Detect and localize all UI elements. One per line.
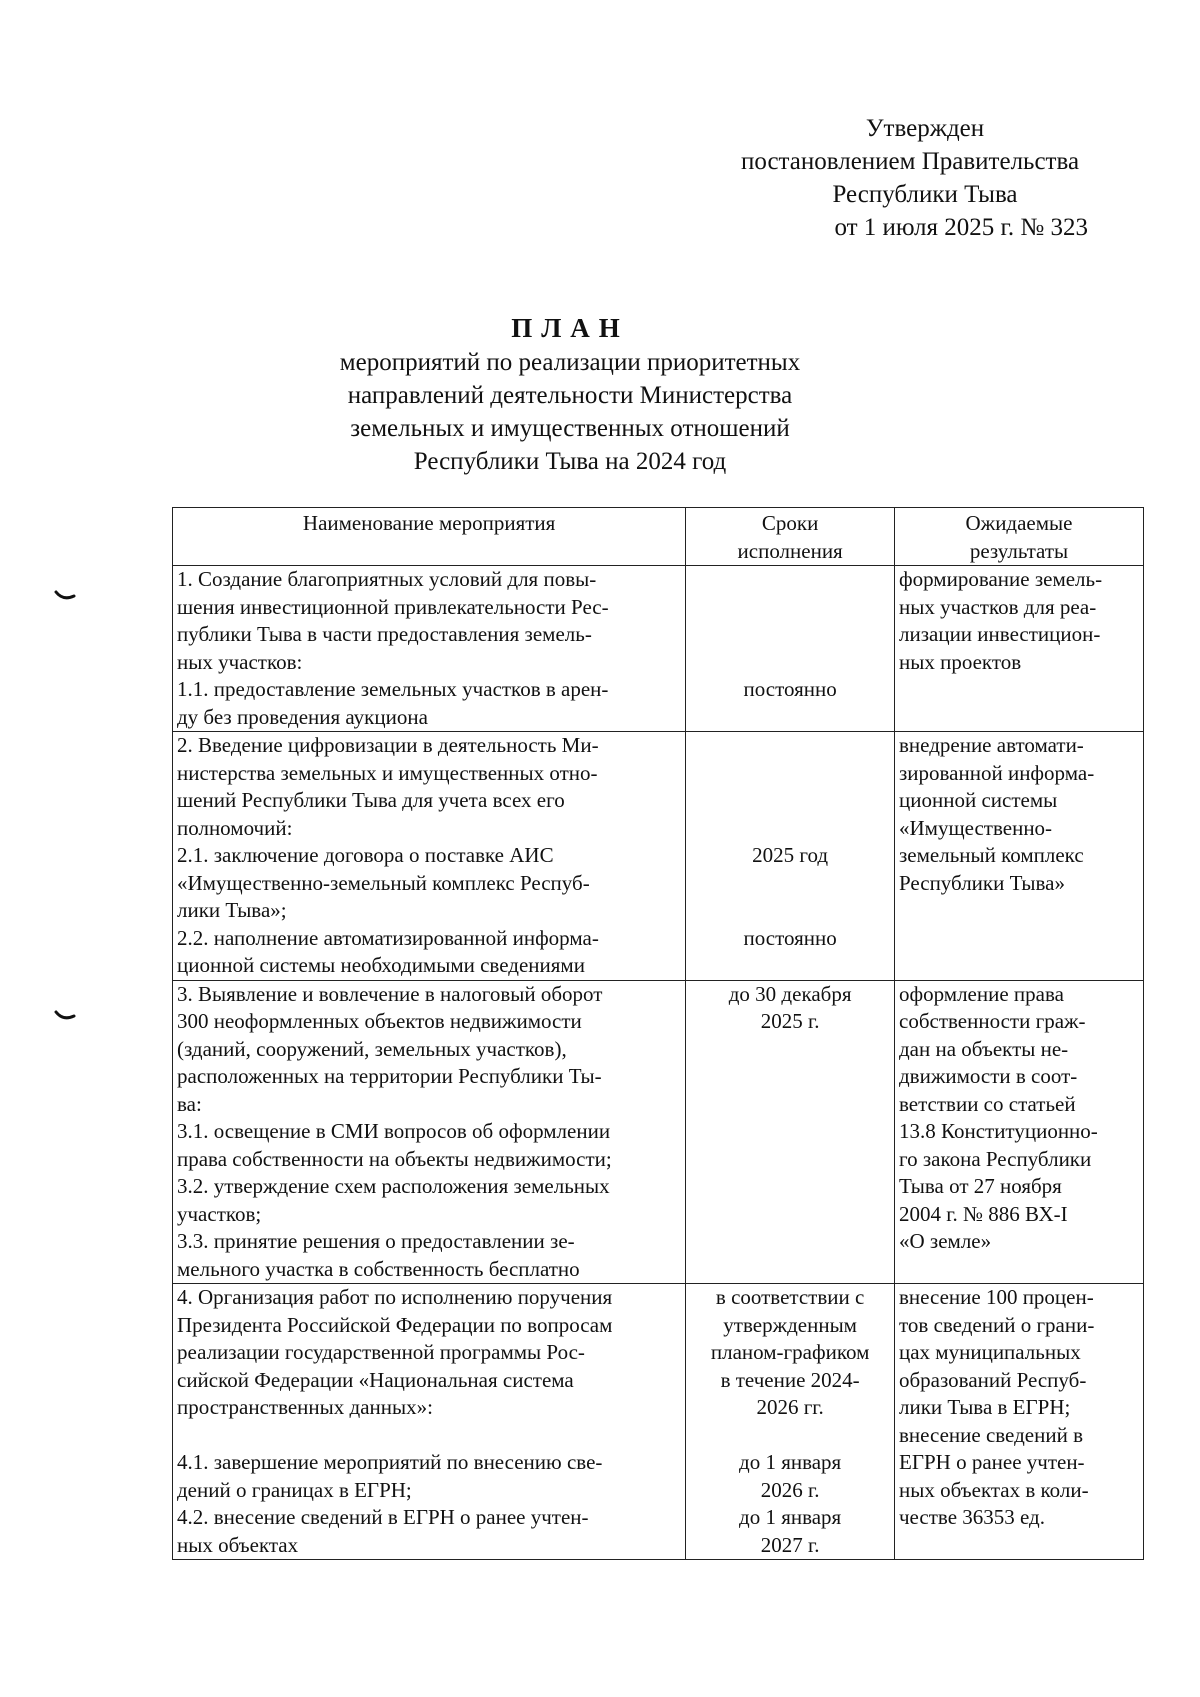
cell-line: го закона Республики <box>899 1146 1092 1171</box>
cell-line: ционной системы необходимыми сведениями <box>177 953 585 977</box>
cell-line <box>690 594 890 622</box>
header-term <box>686 508 895 566</box>
cell-name <box>173 1284 686 1560</box>
table-row <box>173 732 1144 981</box>
cell-line: расположенных на территории Республики Ты- <box>177 1064 602 1088</box>
cell-line: внедрение автомати- <box>899 733 1084 757</box>
cell-line: ных участков для реа- <box>899 594 1097 619</box>
cell-line: ных объектах <box>177 1532 299 1557</box>
cell-line: ных участков: <box>177 649 303 674</box>
cell-line: Президента Российской Федерации по вопросам <box>177 1312 613 1337</box>
cell-line: Республики Тыва» <box>899 870 1065 895</box>
cell-line: пространственных данных»: <box>177 1395 433 1419</box>
header-result-line: Ожидаемые <box>965 511 1073 535</box>
cell-line: планом-графиком <box>710 1340 870 1364</box>
cell-line: земельный комплекс <box>899 843 1084 867</box>
table-row <box>173 1284 1144 1560</box>
subtitle-line: земельных и имущественных отношений <box>350 415 790 442</box>
approval-line-1: Утвержден <box>865 115 985 142</box>
cell-line: 3.2. утверждение схем расположения земельных <box>177 1174 610 1198</box>
cell-line: до 1 января <box>739 1505 842 1529</box>
approval-line-4: от 1 июля 2025 г. № 323 <box>834 214 1088 241</box>
cell-line: 1.1. предоставление земельных участков в арен- <box>177 677 609 701</box>
cell-line: нистерства земельных и имущественных отно- <box>177 760 598 785</box>
cell-line: 2025 год <box>752 843 829 867</box>
cell-line: 300 неоформленных объектов недвижимости <box>177 1009 582 1033</box>
cell-line: собственности граж- <box>899 1009 1086 1033</box>
subtitle-line: направлений деятельности Министерства <box>347 382 793 409</box>
cell-line: полномочий: <box>177 815 293 840</box>
cell-line: движимости в соот- <box>899 1064 1078 1088</box>
cell-line: ных проектов <box>899 649 1022 674</box>
cell-line: внесение сведений в <box>899 1422 1083 1447</box>
table-row <box>173 980 1144 1284</box>
cell-line: честве 36353 ед. <box>899 1505 1045 1529</box>
cell-line: «Имущественно- <box>899 815 1053 840</box>
subtitle-line: Республики Тыва на 2024 год <box>413 448 727 475</box>
cell-line: до 30 декабря <box>728 981 852 1006</box>
cell-line: Тыва от 27 ноября <box>899 1174 1062 1198</box>
cell-line <box>690 870 890 898</box>
cell-line: 3.1. освещение в СМИ вопросов об оформлении <box>177 1119 611 1143</box>
cell-result <box>895 732 1144 981</box>
cell-line <box>690 760 890 788</box>
cell-line: 3. Выявление и вовлечение в налоговый оборот <box>177 981 603 1006</box>
header-term-line: исполнения <box>737 538 843 563</box>
table-body <box>173 566 1144 1560</box>
cell-line: лики Тыва»; <box>177 898 287 922</box>
cell-line: реализации государственной программы Рос- <box>177 1340 585 1364</box>
cell-line: внесение 100 процен- <box>899 1285 1094 1309</box>
cell-line: зированной информа- <box>899 760 1095 785</box>
cell-line: дан на объекты не- <box>899 1036 1069 1061</box>
cell-line: 2026 г. <box>760 1477 820 1502</box>
cell-line <box>690 787 890 815</box>
cell-line: формирование земель- <box>899 567 1103 591</box>
cell-line <box>690 1422 890 1450</box>
cell-line: ционной системы <box>899 788 1058 812</box>
cell-line: «Имущественно-земельный комплекс Респуб- <box>177 870 590 895</box>
binding-mark-icon <box>54 589 76 601</box>
cell-line <box>690 815 890 843</box>
cell-line: (зданий, сооружений, земельных участков), <box>177 1036 567 1061</box>
cell-line: 2004 г. № 886 ВХ-I <box>899 1201 1068 1226</box>
cell-line <box>690 649 890 677</box>
cell-line: 3.3. принятие решения о предоставлении зе- <box>177 1229 575 1253</box>
cell-line: 2.1. заключение договора о поставке АИС <box>177 843 554 867</box>
cell-line: 13.8 Конституционно- <box>899 1119 1098 1143</box>
cell-result <box>895 566 1144 732</box>
cell-name <box>173 732 686 981</box>
cell-line: постоянно <box>743 925 837 950</box>
approval-line-3: Республики Тыва <box>832 181 1018 208</box>
cell-line: утвержденным <box>723 1312 857 1337</box>
cell-term <box>686 732 895 981</box>
header-result <box>895 508 1144 566</box>
table-row <box>173 566 1144 732</box>
cell-term <box>686 566 895 732</box>
cell-line: мельного участка в собственность бесплатно <box>177 1256 580 1281</box>
cell-line: 4.2. внесение сведений в ЕГРН о ранее учтен- <box>177 1505 589 1529</box>
cell-line: тов сведений о грани- <box>899 1312 1095 1337</box>
cell-line: образований Респуб- <box>899 1367 1087 1392</box>
cell-line: ду без проведения аукциона <box>177 704 428 729</box>
approval-stamp <box>690 112 1160 244</box>
cell-line: шений Республики Тыва для учета всех его <box>177 788 565 812</box>
cell-term <box>686 980 895 1284</box>
cell-line: ветствии со статьей <box>899 1091 1076 1116</box>
cell-line <box>690 566 890 594</box>
cell-line <box>690 897 890 925</box>
cell-line: шения инвестиционной привлекательности Рес- <box>177 594 609 619</box>
approval-line-2: постановлением Правительства <box>740 148 1080 175</box>
table-header-row <box>173 508 1144 566</box>
cell-line <box>690 621 890 649</box>
cell-line: 2026 гг. <box>756 1395 824 1419</box>
cell-name <box>173 980 686 1284</box>
document-title: ПЛАН <box>511 313 629 343</box>
subtitle-line: мероприятий по реализации приоритетных <box>339 349 801 376</box>
cell-line: лики Тыва в ЕГРН; <box>899 1395 1071 1419</box>
cell-line <box>690 732 890 760</box>
cell-line: 2. Введение цифровизации в деятельность Ми- <box>177 733 599 757</box>
cell-line: 2025 г. <box>760 1009 820 1033</box>
document-title-block <box>310 310 830 478</box>
header-name <box>173 508 686 566</box>
binding-mark-icon <box>54 1009 76 1021</box>
cell-line <box>177 1422 681 1450</box>
cell-name <box>173 566 686 732</box>
cell-line: в соответствии с <box>715 1285 865 1309</box>
cell-line: участков; <box>177 1201 262 1226</box>
cell-line: постоянно <box>743 677 837 701</box>
cell-line: публики Тыва в части предоставления земель- <box>177 622 592 646</box>
cell-line: «О земле» <box>899 1229 992 1253</box>
cell-line: ва: <box>177 1091 202 1116</box>
cell-line: сийской Федерации «Национальная система <box>177 1367 574 1392</box>
cell-line: в течение 2024- <box>720 1367 860 1392</box>
cell-line: лизации инвестицион- <box>899 622 1101 646</box>
header-term-line: Сроки <box>761 511 819 535</box>
cell-line: 4. Организация работ по исполнению поручения <box>177 1285 613 1309</box>
cell-result <box>895 1284 1144 1560</box>
cell-line: 2027 г. <box>760 1532 820 1557</box>
cell-line: ных объектах в коли- <box>899 1477 1089 1502</box>
cell-line: 1. Создание благоприятных условий для повы- <box>177 567 597 591</box>
cell-line: права собственности на объекты недвижимости; <box>177 1146 612 1171</box>
cell-line: оформление права <box>899 981 1064 1006</box>
cell-term <box>686 1284 895 1560</box>
cell-line: 4.1. завершение мероприятий по внесению све- <box>177 1450 603 1474</box>
header-name-text: Наименование мероприятия <box>302 511 556 535</box>
cell-line: до 1 января <box>739 1450 842 1474</box>
cell-line: цах муниципальных <box>899 1340 1081 1364</box>
cell-line: дений о границах в ЕГРН; <box>177 1477 412 1502</box>
cell-line: 2.2. наполнение автоматизированной информа- <box>177 925 599 950</box>
cell-line: ЕГРН о ранее учтен- <box>899 1450 1085 1474</box>
header-result-line: результаты <box>969 538 1069 563</box>
plan-table <box>172 507 1144 1560</box>
cell-result <box>895 980 1144 1284</box>
document-subtitle <box>310 346 830 478</box>
